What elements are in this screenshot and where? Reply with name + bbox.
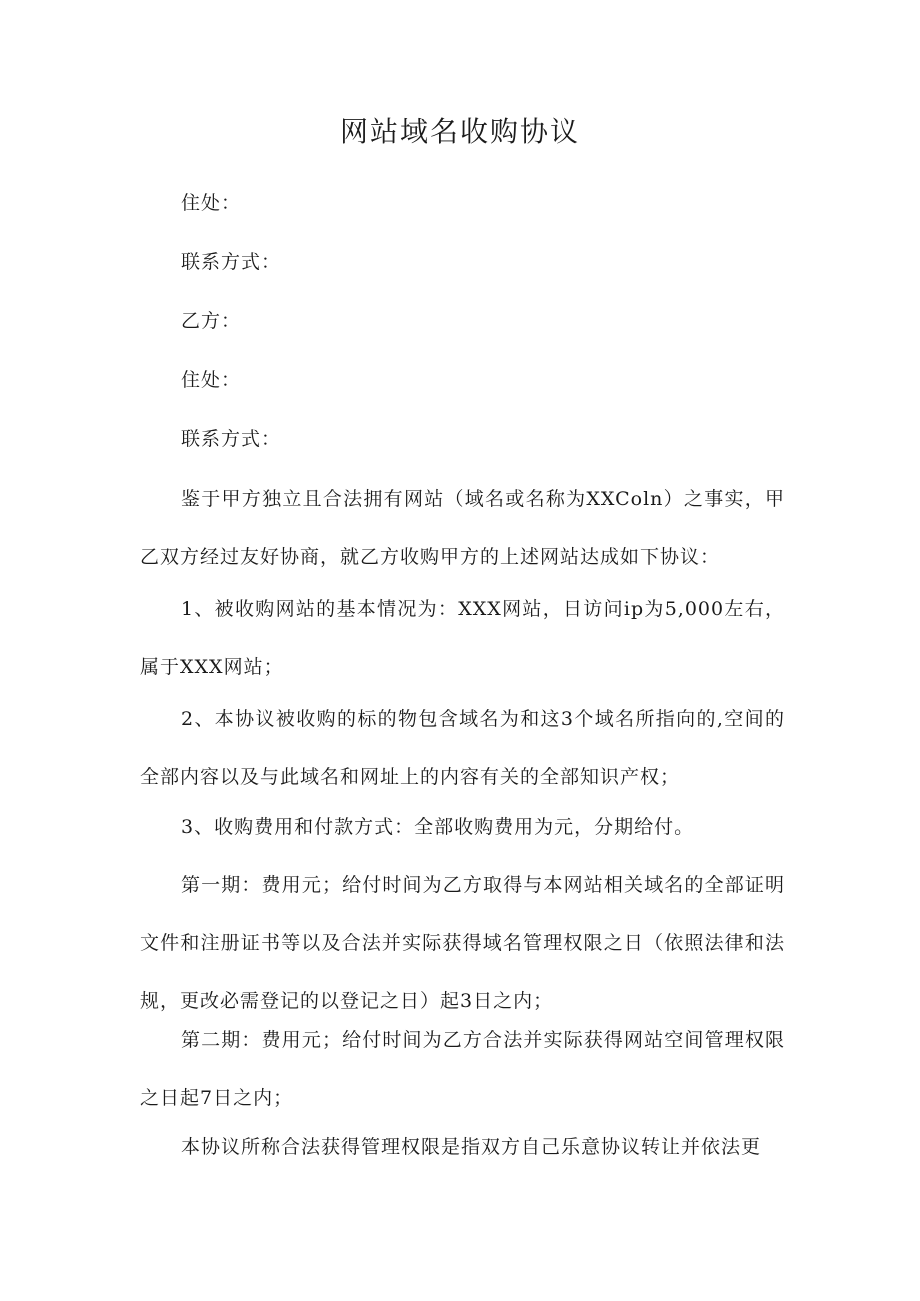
party-b-line: 乙方：	[181, 310, 242, 332]
document-title: 网站域名收购协议	[339, 115, 580, 148]
clause-1: 1、被收购网站的基本情况为：XXX网站，日访问ip为5,000左右，属于XXX网站；	[140, 598, 785, 678]
intro-paragraph: 鉴于甲方独立且合法拥有网站（域名或名称为XXColn）之事实，甲乙双方经过友好协商，就乙方收购甲方的上述网站达成如下协议：	[140, 488, 785, 568]
party-b-contact-line: 联系方式：	[181, 428, 282, 450]
party-b-address-line: 住处：	[181, 369, 242, 391]
party-a-contact-line: 联系方式：	[181, 251, 282, 273]
clause-3: 3、收购费用和付款方式：全部收购费用为元，分期给付。	[181, 816, 695, 838]
clause-2: 2、本协议被收购的标的物包含域名为和这3个域名所指向的,空间的全部内容以及与此域名和网址上的内容有关的全部知识产权；	[140, 708, 785, 788]
payment-phase-1: 第一期：费用元；给付时间为乙方取得与本网站相关域名的全部证明文件和注册证书等以及合法并实际获得域名管理权限之日（依照法律和法规，更改必需登记的以登记之日）起3日之内；	[140, 874, 785, 1012]
definition-paragraph: 本协议所称合法获得管理权限是指双方自己乐意协议转让并依法更	[181, 1136, 762, 1158]
party-a-address-line: 住处：	[181, 192, 242, 214]
payment-phase-2: 第二期：费用元；给付时间为乙方合法并实际获得网站空间管理权限之日起7日之内；	[140, 1029, 785, 1109]
